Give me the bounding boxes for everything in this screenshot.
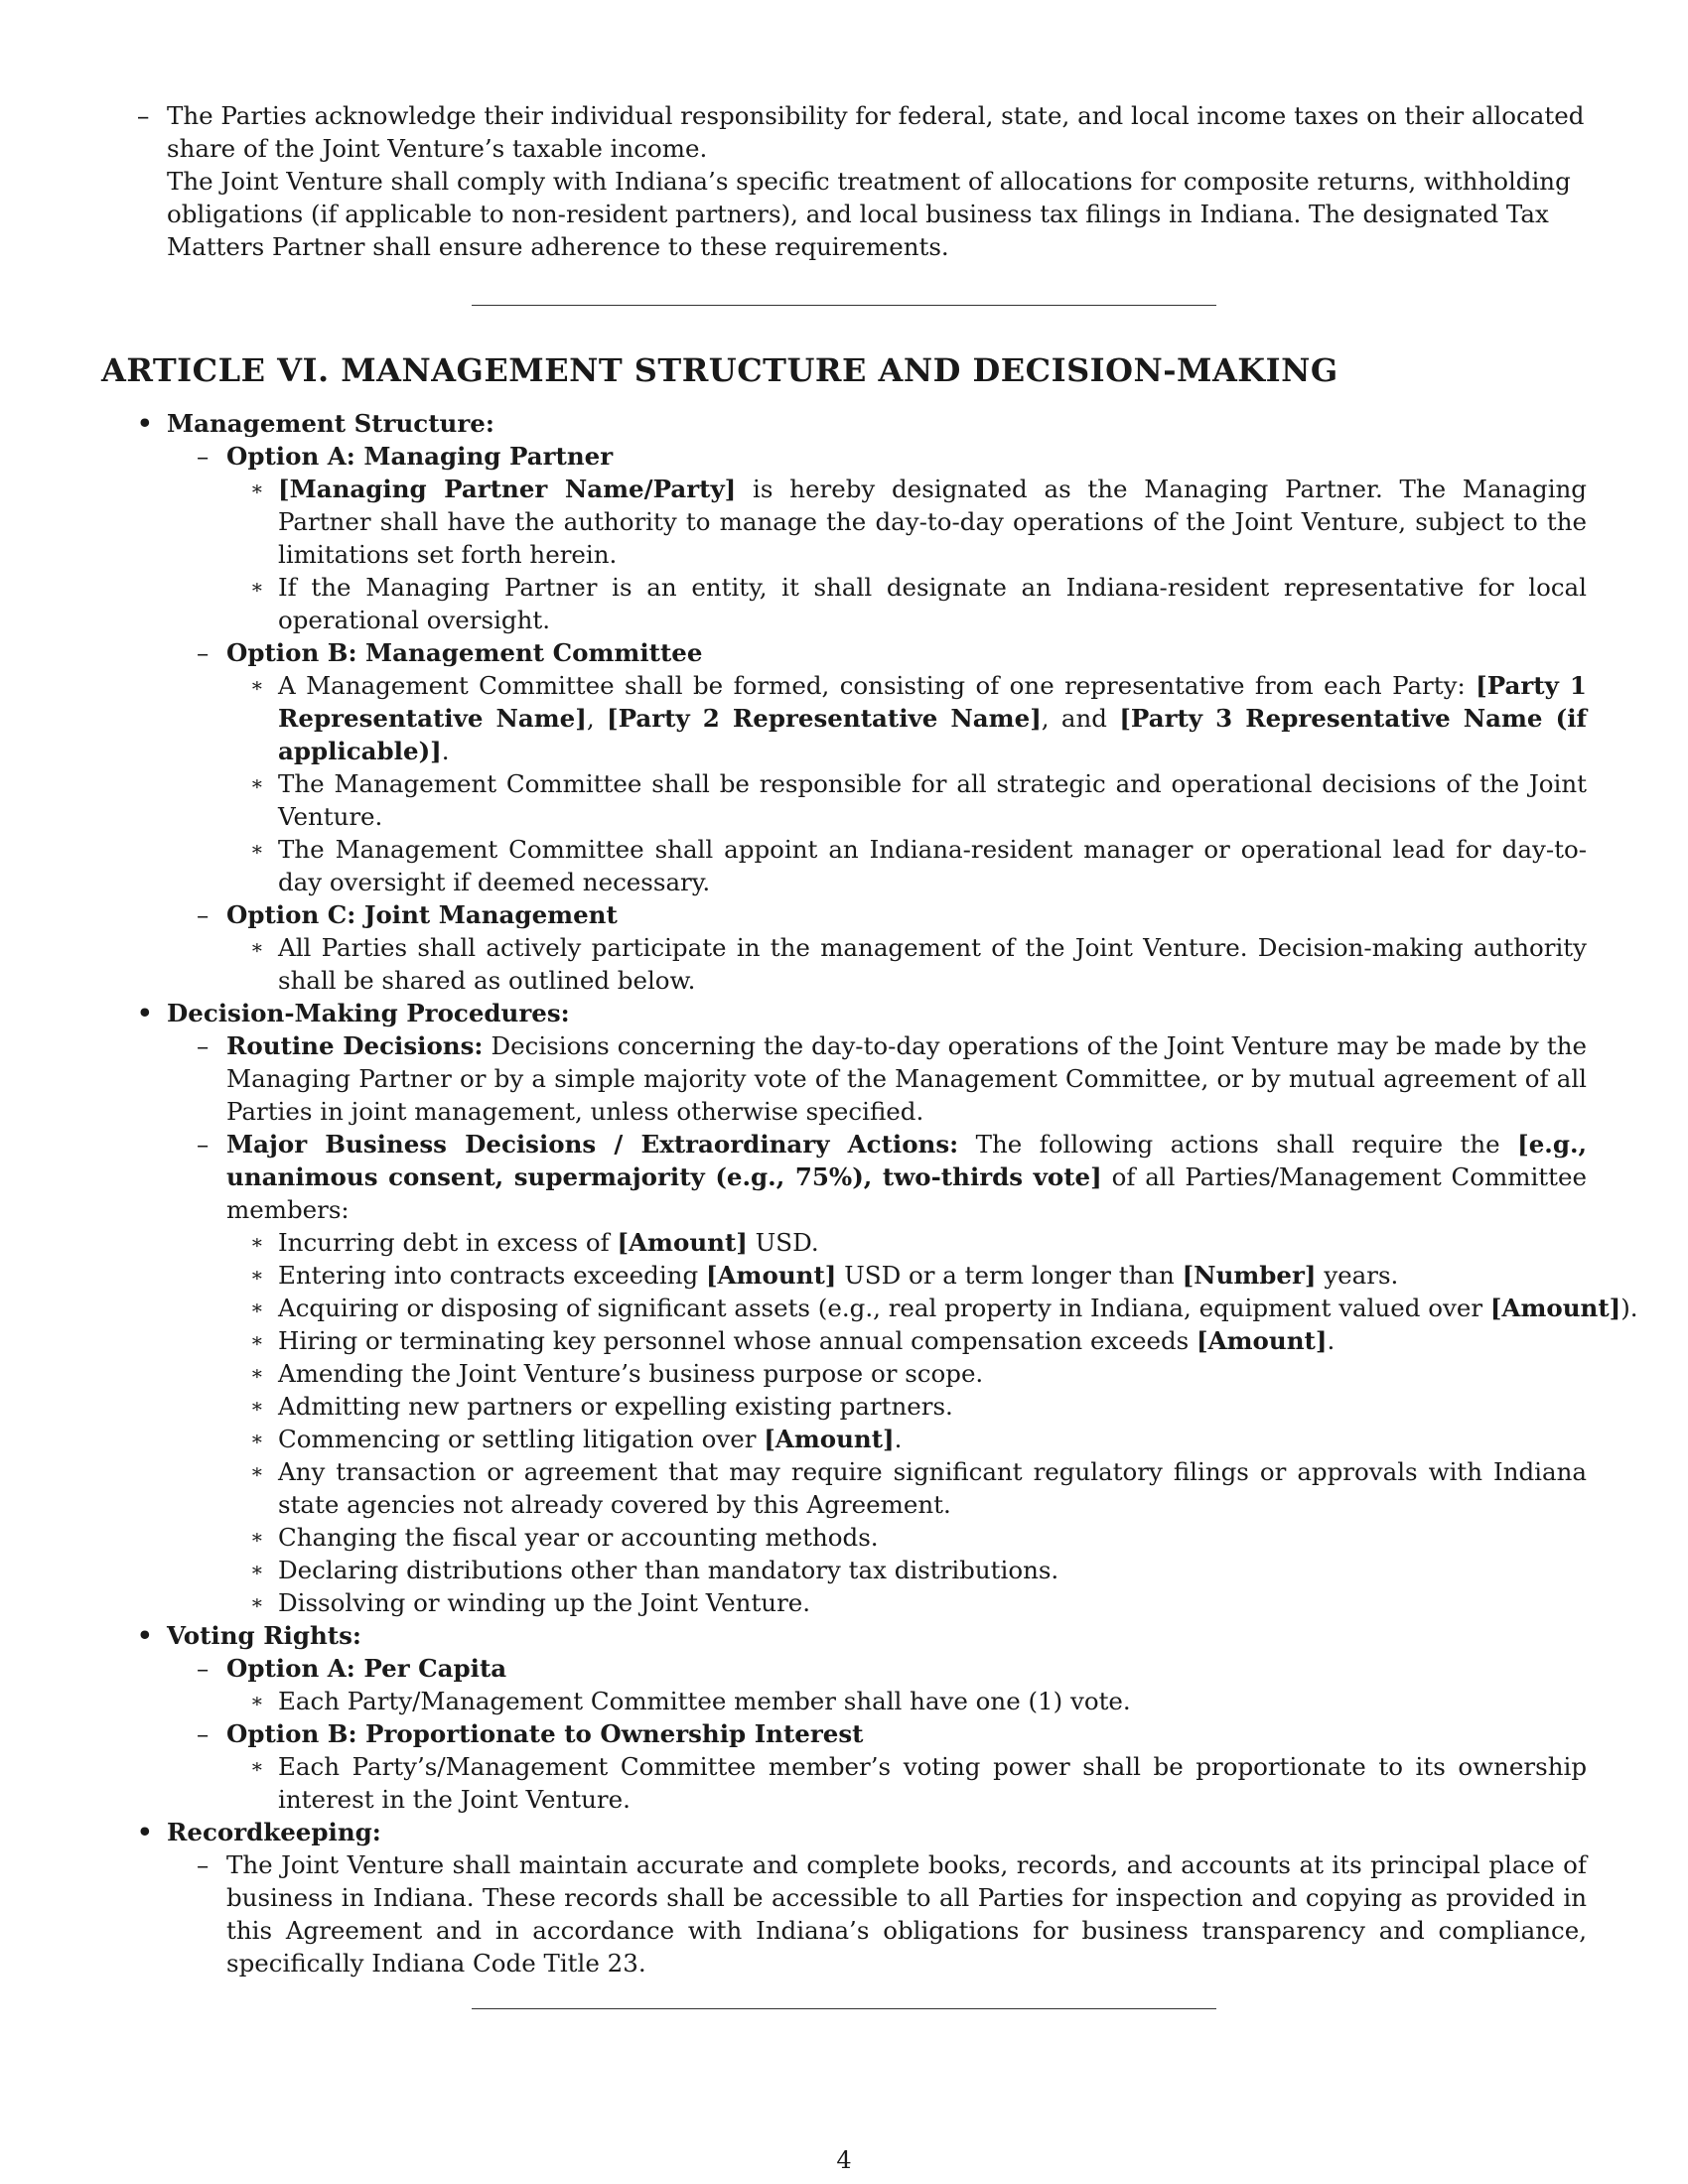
- option-a-items: [250, 473, 1587, 636]
- placeholder-text: [Amount]: [617, 1228, 748, 1257]
- voting-option-b-items: [250, 1750, 1587, 1816]
- star-marker: ∗: [250, 1427, 264, 1450]
- list-item: [250, 1259, 1587, 1292]
- item-text: .: [1327, 1326, 1336, 1355]
- item-text: , and: [1041, 704, 1120, 733]
- list-item: [250, 1586, 1587, 1619]
- item-text: Commencing or settling litigation over: [278, 1425, 765, 1453]
- major-actions-list: [250, 1226, 1638, 1619]
- routine-decisions: [197, 1029, 1587, 1128]
- dash-marker: –: [197, 1130, 210, 1159]
- placeholder-text: [Party 2 Representative Name]: [607, 704, 1042, 733]
- item-text: Each Party/Management Committee member shall have one (1) vote.: [278, 1687, 1131, 1715]
- intro-list: [167, 99, 1587, 263]
- list-item: [250, 1292, 1638, 1324]
- recordkeeping-items: [197, 1848, 1587, 1979]
- star-marker: ∗: [250, 1689, 264, 1712]
- item-text: Dissolving or winding up the Joint Venture.: [278, 1588, 811, 1617]
- item-text: Entering into contracts exceeding: [278, 1261, 706, 1290]
- placeholder-text: [Managing Partner Name/Party]: [278, 475, 737, 503]
- section-voting: [167, 1619, 1587, 1816]
- item-text: USD.: [747, 1228, 819, 1257]
- item-text: USD or a term longer than: [836, 1261, 1183, 1290]
- major-decisions: [197, 1128, 1638, 1619]
- placeholder-text: [Number]: [1182, 1261, 1317, 1290]
- option-b: [197, 636, 1588, 898]
- star-marker: ∗: [250, 1525, 264, 1549]
- section-management: [167, 407, 1587, 997]
- section-decisions: [167, 997, 1638, 1619]
- star-marker: ∗: [250, 1394, 264, 1418]
- item-text: years.: [1316, 1261, 1399, 1290]
- list-item: [250, 931, 1587, 997]
- item-text: The Joint Venture shall maintain accurate and complete books, records, and accounts at its principal place of business in Indiana. These records shall be accessible to all Parties for inspection and copying as provided in this Agreement and in accordance with Indiana’s obligations for business transparency and compliance, specifically Indiana Code Title 23.: [226, 1850, 1587, 1978]
- star-marker: ∗: [250, 673, 264, 697]
- list-item: [250, 1226, 1587, 1259]
- list-item: – The Parties acknowledge their individual responsibility for federal, state, and local income taxes on their allocated share of the Joint Venture’s taxable income.: [167, 99, 1587, 165]
- article-title: ARTICLE VI. MANAGEMENT STRUCTURE AND DECISION-MAKING: [101, 351, 1338, 389]
- option-label: Option B: Management Committee: [226, 638, 703, 667]
- item-text: ,: [586, 704, 608, 733]
- dash-marker: –: [197, 900, 210, 929]
- list-item: [250, 571, 1587, 636]
- management-options: [197, 440, 1588, 997]
- option-label: Option B: Proportionate to Ownership Interest: [226, 1719, 864, 1748]
- list-item: – The Joint Venture shall comply with Indiana’s specific treatment of allocations for composite returns, withholding obligations (if applicable to non-resident partners), and local business tax filings in Indiana. The designated Tax Matters Partner shall ensure adherence to these requirements.: [167, 165, 1587, 263]
- dash-marker: –: [197, 1031, 210, 1060]
- option-label: Option A: Managing Partner: [226, 442, 614, 471]
- section-heading: • Management Structure:: [167, 407, 1587, 440]
- list-item: [250, 669, 1588, 767]
- item-text: Decisions concerning the day-to-day operations of the Joint Venture may be made by the Managing Partner or by a simple majority vote of the Management Committee, or by mutual agreement of all Parties in joint management, unless otherwise specified.: [226, 1031, 1587, 1126]
- section-heading: • Voting Rights:: [167, 1619, 1587, 1652]
- star-marker: ∗: [250, 1296, 264, 1319]
- option-c: [197, 898, 1587, 997]
- section-recordkeeping: [167, 1816, 1587, 1979]
- item-text: Any transaction or agreement that may require significant regulatory filings or approvals with Indiana state agencies not already covered by this Agreement.: [278, 1457, 1587, 1519]
- section-divider: [472, 2008, 1216, 2009]
- list-item: [250, 1685, 1587, 1717]
- option-label: Option A: Per Capita: [226, 1654, 507, 1683]
- dash-marker: –: [197, 638, 210, 667]
- voting-options: [197, 1652, 1587, 1816]
- item-text: A Management Committee shall be formed, consisting of one representative from each Party:: [278, 671, 1477, 700]
- dash-marker: –: [197, 1654, 210, 1683]
- item-text: The Management Committee shall be responsible for all strategic and operational decisions of the Joint Venture.: [278, 769, 1587, 831]
- star-marker: ∗: [250, 1328, 264, 1352]
- star-marker: ∗: [250, 771, 264, 795]
- star-marker: ∗: [250, 1459, 264, 1483]
- list-item: [250, 1521, 1587, 1554]
- option-a: [197, 440, 1587, 636]
- item-text: of all Parties/Management Committee members:: [226, 1162, 1587, 1224]
- star-marker: ∗: [250, 935, 264, 959]
- list-item: [250, 1750, 1587, 1816]
- star-marker: ∗: [250, 1361, 264, 1385]
- item-text: Amending the Joint Venture’s business purpose or scope.: [278, 1359, 984, 1388]
- item-text: If the Managing Partner is an entity, it shall designate an Indiana-resident representative for local operational oversight.: [278, 573, 1587, 634]
- item-text: .: [441, 737, 450, 765]
- item-text: Admitting new partners or expelling existing partners.: [278, 1392, 953, 1421]
- voting-option-a-items: [250, 1685, 1587, 1717]
- list-item: [250, 767, 1587, 833]
- item-text: ).: [1620, 1294, 1638, 1322]
- list-item: [250, 1423, 1587, 1455]
- item-text: The following actions shall require the: [958, 1130, 1518, 1159]
- option-label: Option C: Joint Management: [226, 900, 618, 929]
- item-text: Hiring or terminating key personnel whose annual compensation exceeds: [278, 1326, 1197, 1355]
- star-marker: ∗: [250, 1558, 264, 1581]
- placeholder-text: [Amount]: [764, 1425, 895, 1453]
- item-text: Incurring debt in excess of: [278, 1228, 618, 1257]
- section-heading: • Recordkeeping:: [167, 1816, 1587, 1848]
- placeholder-text: [e.g., unanimous consent, supermajority (e.g., 75%), two-thirds vote]: [226, 1130, 1588, 1191]
- star-marker: ∗: [250, 575, 264, 599]
- star-marker: ∗: [250, 1590, 264, 1614]
- star-marker: ∗: [250, 1230, 264, 1254]
- voting-option-a: [197, 1652, 1587, 1717]
- dash-marker: –: [197, 1719, 210, 1748]
- list-item: [250, 1390, 1587, 1423]
- list-item: [250, 1455, 1587, 1521]
- item-text: .: [894, 1425, 903, 1453]
- placeholder-text: [Party 1 Representative Name]: [278, 671, 1587, 733]
- dash-marker: –: [197, 442, 210, 471]
- star-marker: ∗: [250, 1263, 264, 1287]
- decision-items: [197, 1029, 1638, 1619]
- voting-option-b: [197, 1717, 1587, 1816]
- item-text: Declaring distributions other than mandatory tax distributions.: [278, 1556, 1059, 1584]
- list-item: [250, 473, 1587, 571]
- section-divider: [472, 305, 1216, 306]
- item-text: Changing the fiscal year or accounting methods.: [278, 1523, 879, 1552]
- list-item: [250, 1324, 1587, 1357]
- item-text: The Management Committee shall appoint an Indiana-resident manager or operational lead for day-to-day oversight if deemed necessary.: [278, 835, 1587, 896]
- list-item: [250, 1554, 1587, 1586]
- placeholder-text: [Amount]: [1196, 1326, 1328, 1355]
- list-item: [250, 833, 1587, 898]
- item-text: Each Party’s/Management Committee member’s voting power shall be proportionate to its ownership interest in the Joint Venture.: [278, 1752, 1587, 1814]
- placeholder-text: [Amount]: [1489, 1294, 1621, 1322]
- star-marker: ∗: [250, 477, 264, 500]
- dash-marker: –: [197, 1850, 210, 1879]
- star-marker: ∗: [250, 837, 264, 861]
- item-text: All Parties shall actively participate in the management of the Joint Venture. Decision-making authority shall be shared as outlined below.: [278, 933, 1587, 995]
- item-label: Major Business Decisions / Extraordinary Actions:: [226, 1130, 959, 1159]
- section-heading: • Decision-Making Procedures:: [167, 997, 1587, 1029]
- page-number: 4: [836, 2146, 852, 2174]
- list-item: [197, 1848, 1587, 1979]
- item-label: Routine Decisions:: [226, 1031, 484, 1060]
- option-c-items: [250, 931, 1587, 997]
- placeholder-text: [Party 3 Representative Name (if applicable)]: [278, 704, 1588, 765]
- star-marker: ∗: [250, 1754, 264, 1778]
- article-body: [167, 407, 1638, 1979]
- item-text: is hereby designated as the Managing Partner. The Managing Partner shall have the authority to manage the day-to-day operations of the Joint Venture, subject to the limitations set forth herein.: [278, 475, 1587, 569]
- item-text: Acquiring or disposing of significant assets (e.g., real property in Indiana, equipment valued over: [278, 1294, 1490, 1322]
- placeholder-text: [Amount]: [705, 1261, 837, 1290]
- option-b-items: [250, 669, 1588, 898]
- list-item: [250, 1357, 1587, 1390]
